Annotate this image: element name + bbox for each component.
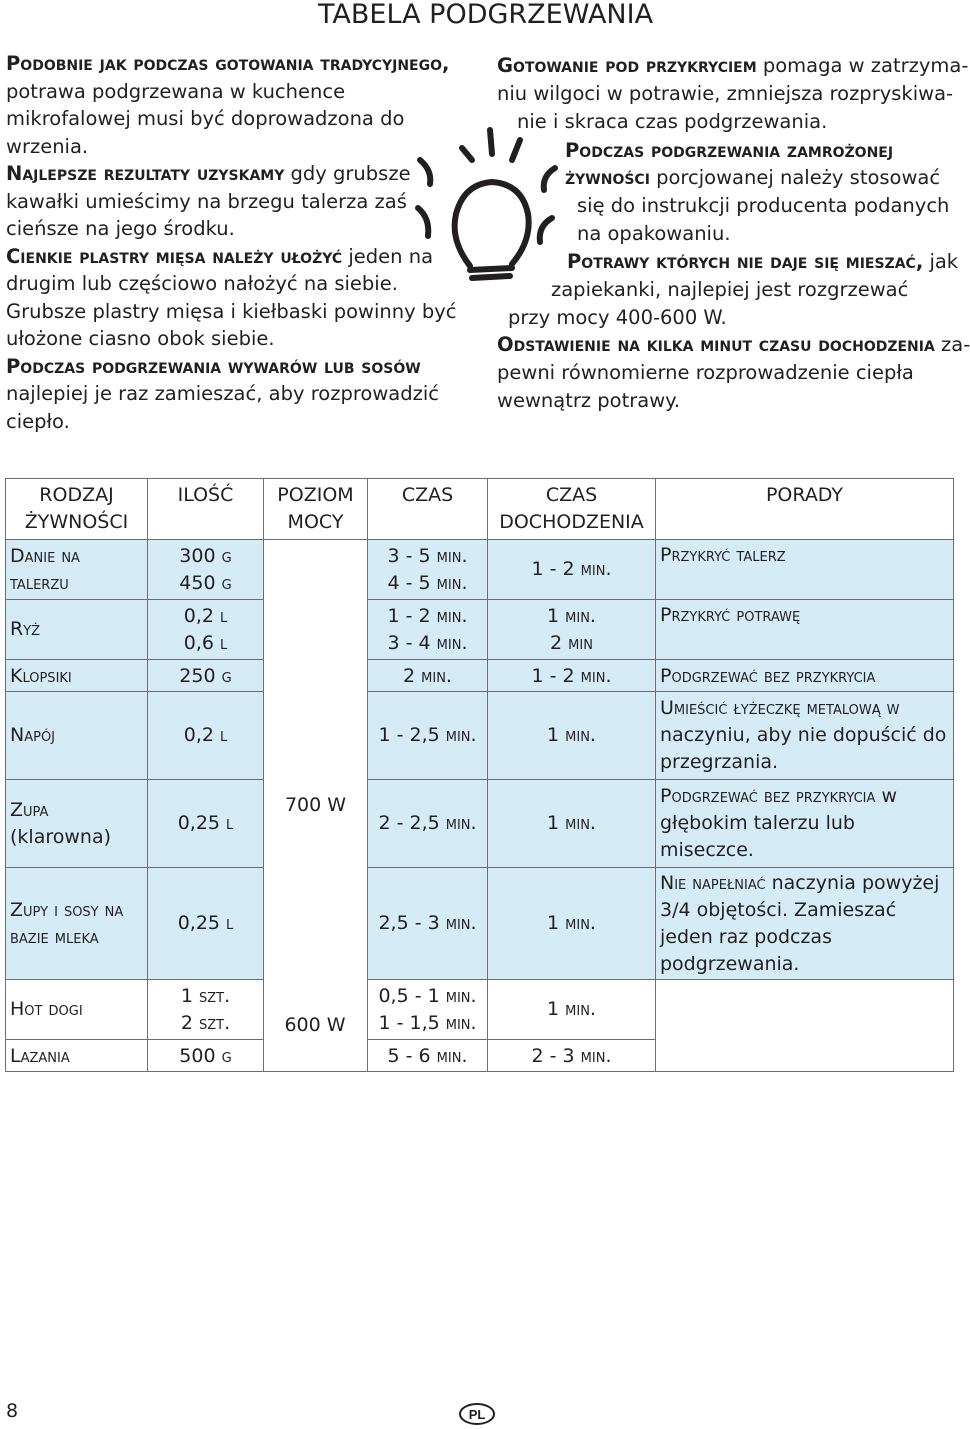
quantity-cell: 300 g 450 g: [148, 540, 264, 600]
header-food-type: RODZAJ ŻYWNOŚCI: [6, 479, 148, 540]
paragraph-meat: [6, 243, 466, 353]
paragraph-lead: żywności: [565, 166, 650, 189]
header-tips: PORADY: [656, 479, 954, 540]
table-row: [6, 540, 954, 600]
paragraph-text: pomaga w zatrzyma-: [762, 54, 969, 77]
quantity-cell: 500 g: [148, 1040, 264, 1072]
paragraph-text: porcjowanej należy stosować: [656, 166, 941, 189]
tip-nostir-line-1: [567, 248, 958, 275]
tip-frozen-line-2: [565, 164, 940, 191]
time-cell: 5 - 6 min.: [368, 1040, 488, 1072]
table-row: [6, 780, 954, 868]
quantity-cell: 1 szt. 2 szt.: [148, 980, 264, 1040]
paragraph-lead: Podczas podgrzewania zamrożonej: [565, 139, 894, 162]
power-value-600: 600 W: [284, 1014, 346, 1036]
tip-cell: Przykryć talerz: [656, 540, 954, 600]
time-cell: 2 - 2,5 min.: [368, 780, 488, 868]
header-standing-time: CZAS DOCHODZENIA: [488, 479, 656, 540]
food-cell: Lazania: [6, 1040, 148, 1072]
paragraph-text: gdy grubsze kawałki umieścimy na brzegu talerza zaś cieńsze na jego środku.: [6, 162, 411, 240]
quantity-cell: 0,2 l: [148, 692, 264, 780]
power-cell-700: [264, 540, 368, 1072]
language-badge-text: PL: [468, 1407, 486, 1422]
time-cell: 3 - 5 min. 4 - 5 min.: [368, 540, 488, 600]
food-cell: Zupa (klarowna): [6, 780, 148, 868]
left-column-text: [6, 50, 466, 435]
paragraph-text: najlepiej je raz zamieszać, aby rozprowadzić ciepło.: [6, 382, 439, 433]
standing-cell: 1 min.: [488, 868, 656, 980]
quantity-cell: 0,25 l: [148, 780, 264, 868]
quantity-cell: 0,25 l: [148, 868, 264, 980]
reheating-table: [5, 478, 954, 1072]
tip-standing-line-2: pewni równomierne rozprowadzenie ciepła: [497, 361, 914, 384]
food-cell: Zupy i sosy na bazie mleka: [6, 868, 148, 980]
paragraph-lead: Podobnie jak podczas gotowania tradycyjnego,: [6, 52, 450, 75]
table-row: [6, 600, 954, 660]
standing-cell: 2 - 3 min.: [488, 1040, 656, 1072]
tip-standing-line-1: [497, 331, 970, 358]
quantity-cell: 250 g: [148, 660, 264, 692]
tip-frozen-line-4: na opakowaniu.: [577, 222, 731, 245]
standing-cell: 1 - 2 min.: [488, 660, 656, 692]
power-value: 700 W: [284, 794, 347, 816]
table-header-row: [6, 479, 954, 540]
lightbulb-icon: [400, 118, 570, 298]
tip-cover-line-2: niu wilgoci w potrawie, zmniejsza rozpryskiwa-: [497, 82, 954, 105]
page-number: 8: [6, 1400, 19, 1422]
time-cell: 1 - 2 min. 3 - 4 min.: [368, 600, 488, 660]
tip-frozen-line-3: się do instrukcji producenta podanych: [577, 194, 950, 217]
tip-cell: Nie napełniać naczynia powyżej 3/4 objętości. Zamieszać jeden raz podczas podgrzewania.: [656, 868, 954, 980]
tip-cell: Podgrzewać bez przykrycia: [656, 660, 954, 692]
food-cell: Danie na talerzu: [6, 540, 148, 600]
page-title: TABELA PODGRZEWANIA: [318, 0, 654, 30]
quantity-cell: 0,2 l 0,6 l: [148, 600, 264, 660]
paragraph-placement: [6, 160, 466, 243]
paragraph-lead: Podczas podgrzewania wywarów lub sosów: [6, 354, 421, 378]
time-cell: 0,5 - 1 min. 1 - 1,5 min.: [368, 980, 488, 1040]
header-quantity: ILOŚĆ: [148, 479, 264, 540]
header-time: CZAS: [368, 479, 488, 540]
paragraph-boiling: [6, 50, 466, 160]
table-row: [6, 660, 954, 692]
language-badge: [458, 1402, 496, 1426]
standing-cell: 1 min.: [488, 780, 656, 868]
standing-cell: 1 - 2 min.: [488, 540, 656, 600]
paragraph-sauces: [6, 353, 466, 436]
standing-cell: 1 min.: [488, 692, 656, 780]
food-cell: Napój: [6, 692, 148, 780]
header-power: POZIOM MOCY: [264, 479, 368, 540]
tip-cover-line-3: nie i skraca czas podgrzewania.: [517, 110, 828, 133]
time-cell: 2 min.: [368, 660, 488, 692]
paragraph-lead: Najlepsze rezultaty uzyskamy: [6, 162, 285, 185]
time-cell: 1 - 2,5 min.: [368, 692, 488, 780]
time-cell: 2,5 - 3 min.: [368, 868, 488, 980]
paragraph-lead: Potrawy których nie daje się mieszać,: [567, 250, 924, 273]
food-cell: Ryż: [6, 600, 148, 660]
food-cell: Hot dogi: [6, 980, 148, 1040]
paragraph-text: jeden na drugim lub częściowo nałożyć na siebie. Grubsze plastry mięsa i kiełbaski powinny być ułożone ciasno obok siebie.: [6, 244, 457, 350]
tip-standing-line-3: wewnątrz potrawy.: [497, 389, 681, 412]
paragraph-lead: Odstawienie na kilka minut czasu dochodzenia: [497, 333, 935, 356]
paragraph-text: za-: [941, 333, 970, 356]
tip-nostir-line-3: przy mocy 400-600 W.: [508, 306, 727, 329]
table-row: [6, 692, 954, 780]
table-row: [6, 868, 954, 980]
tip-frozen-line-1: [565, 137, 893, 164]
tip-nostir-line-2: zapiekanki, najlepiej jest rozgrzewać: [551, 278, 909, 301]
food-cell: Klopsiki: [6, 660, 148, 692]
paragraph-text: potrawa podgrzewana w kuchence mikrofalowej musi być doprowadzona do wrzenia.: [6, 79, 405, 158]
tip-cell: Umieścić łyżeczkę metalową w naczyniu, aby nie dopuścić do przegrzania.: [656, 692, 954, 780]
tip-cell: Podgrzewać bez przykrycia w głębokim talerzu lub miseczce.: [656, 780, 954, 868]
tip-cell-empty: [656, 980, 954, 1072]
tip-cell: Przykryć potrawę: [656, 600, 954, 660]
tip-cover-line-1: [497, 52, 968, 79]
paragraph-text: jak: [929, 250, 959, 273]
standing-cell: 1 min. 2 min: [488, 600, 656, 660]
standing-cell: 1 min.: [488, 980, 656, 1040]
table-row: [6, 980, 954, 1040]
paragraph-lead: Gotowanie pod przykryciem: [497, 54, 757, 77]
paragraph-lead: Cienkie plastry mięsa należy ułożyć: [6, 244, 343, 268]
